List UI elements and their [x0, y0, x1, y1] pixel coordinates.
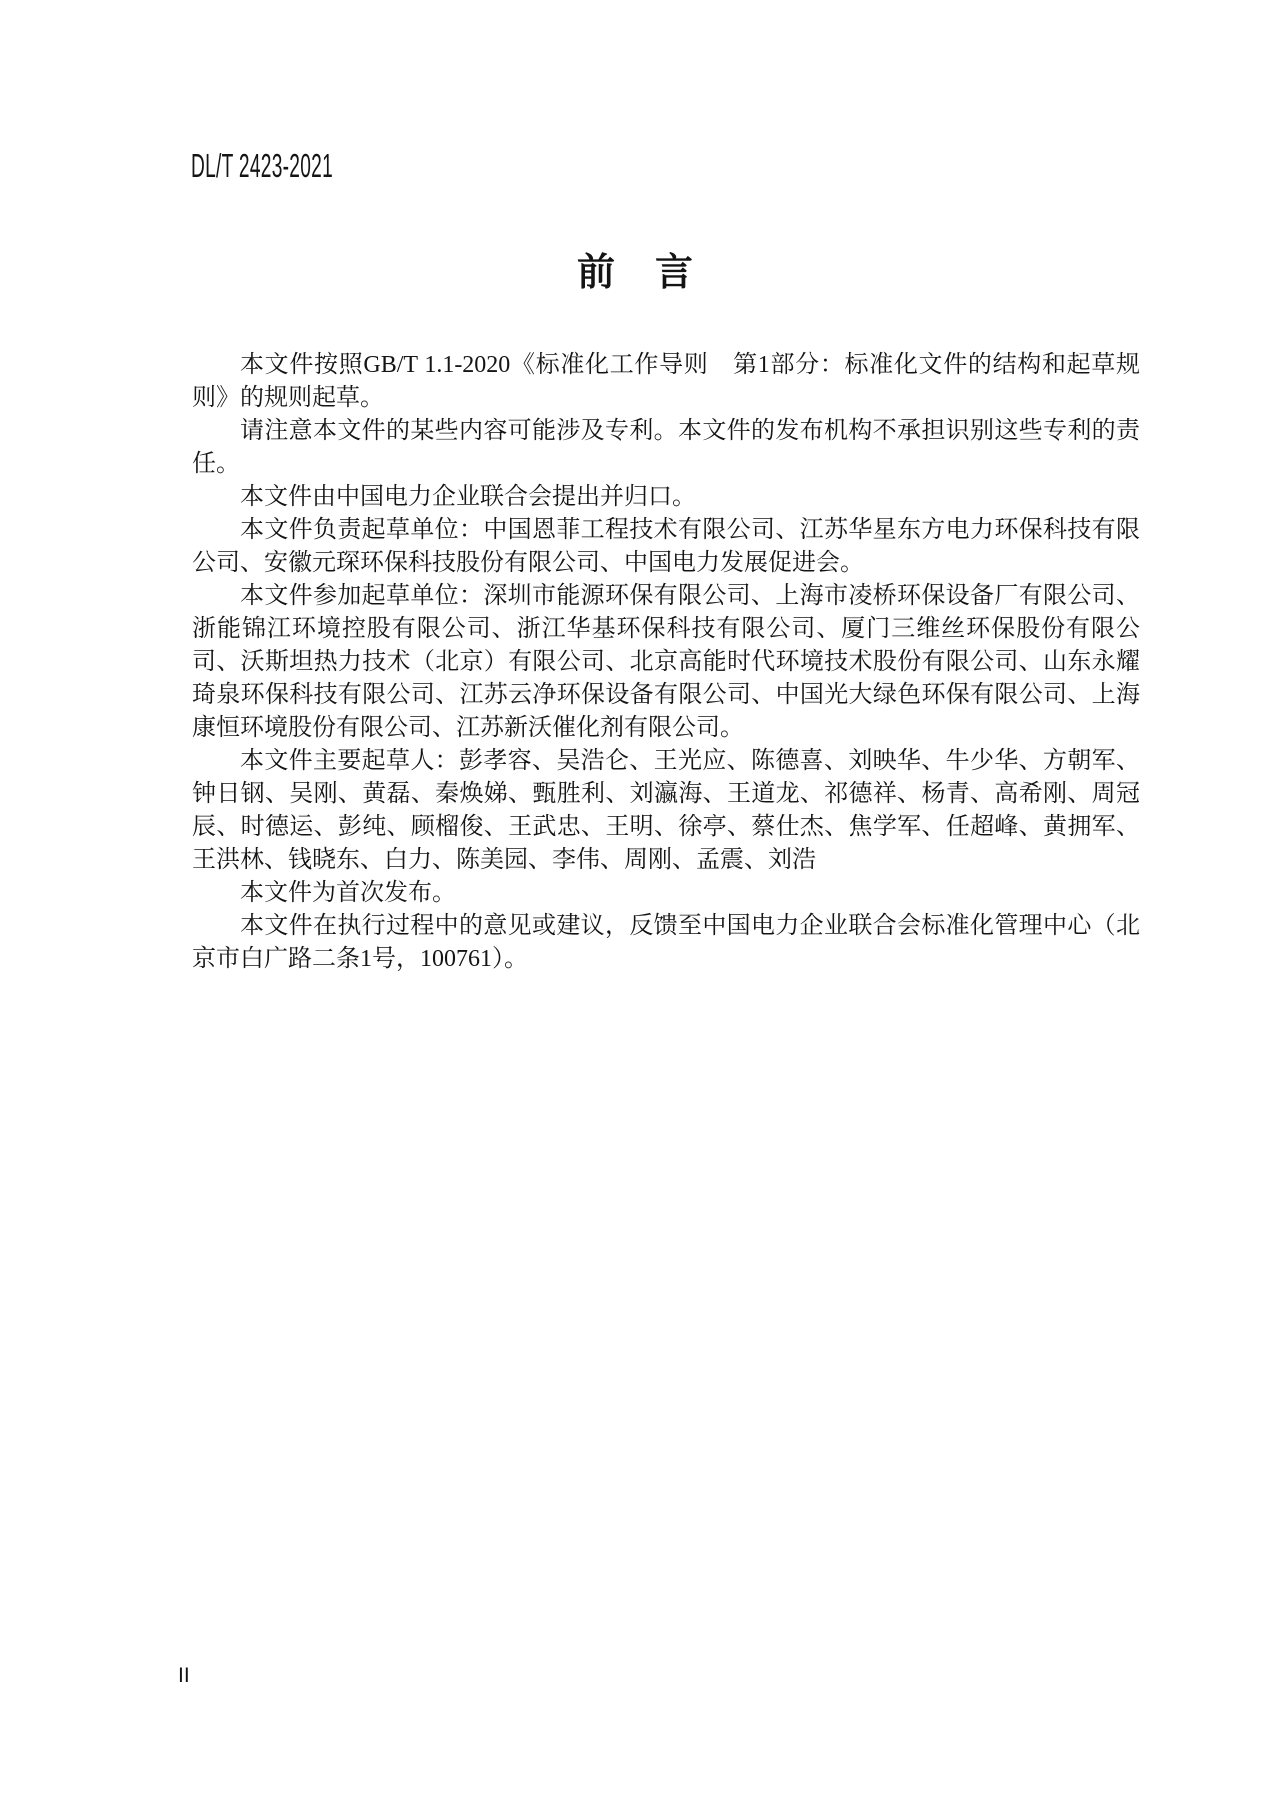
- foreword-paragraph-first-issue: 本文件为首次发布。: [240, 880, 456, 906]
- foreword-body: [192, 349, 1140, 976]
- foreword-paragraph-feedback-address: 本文件在执行过程中的意见或建议，反馈至中国电力企业联合会标准化管理中心（北京市白广路二条1号，100761）。: [192, 913, 1140, 972]
- foreword-paragraph-participating-units: 本文件参加起草单位：深圳市能源环保有限公司、上海市凌桥环保设备厂有限公司、浙能锦江环境控股有限公司、浙江华基环保科技有限公司、厦门三维丝环保股份有限公司、沃斯坦热力技术（北京）有限公司、北京高能时代环境技术股份有限公司、山东永耀琦泉环保科技有限公司、江苏云净环保设备有限公司、中国光大绿色环保有限公司、上海康恒环境股份有限公司、江苏新沃催化剂有限公司。: [192, 583, 1140, 741]
- foreword-paragraph-proposing-body: 本文件由中国电力企业联合会提出并归口。: [240, 484, 696, 510]
- page-number: II: [178, 1664, 190, 1687]
- foreword-paragraph-main-drafters: 本文件主要起草人：彭孝容、吴浩仑、王光应、陈德喜、刘映华、牛少华、方朝军、钟日钢、吴刚、黄磊、秦焕娣、甄胜利、刘瀛海、王道龙、祁德祥、杨青、高希刚、周冠辰、时德运、彭纯、顾榴俊、王武忠、王明、徐亭、蔡仕杰、焦学军、任超峰、黄拥军、王洪林、钱晓东、白力、陈美园、李伟、周刚、孟震、刘浩: [192, 748, 1140, 873]
- foreword-paragraph-drafting-rules: 本文件按照GB/T 1.1-2020《标准化工作导则 第1部分：标准化文件的结构和起草规则》的规则起草。: [192, 352, 1140, 411]
- page-title: 前 言: [576, 252, 694, 294]
- foreword-paragraph-lead-drafting-units: 本文件负责起草单位：中国恩菲工程技术有限公司、江苏华星东方电力环保科技有限公司、安徽元琛环保科技股份有限公司、中国电力发展促进会。: [192, 517, 1140, 576]
- standard-code: DL/T 2423-2021: [191, 147, 334, 184]
- foreword-paragraph-patent-notice: 请注意本文件的某些内容可能涉及专利。本文件的发布机构不承担识别这些专利的责任。: [192, 418, 1140, 477]
